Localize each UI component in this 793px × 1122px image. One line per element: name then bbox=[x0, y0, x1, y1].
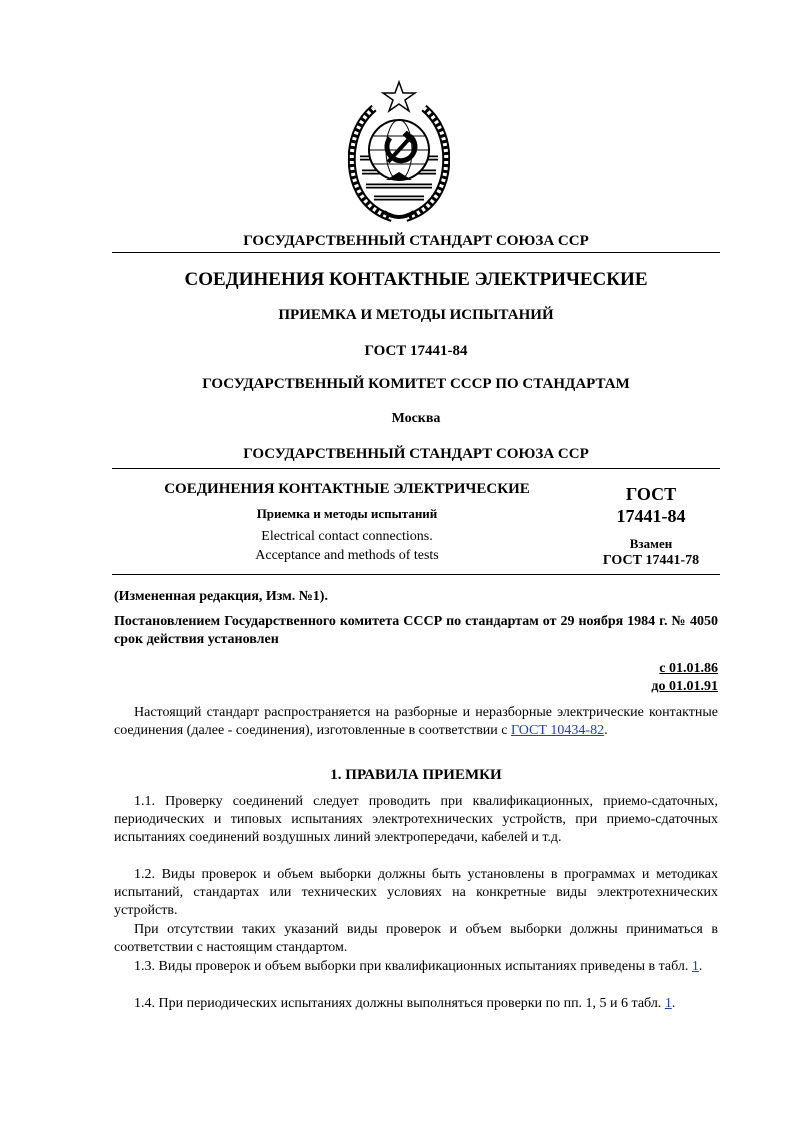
table-1-link[interactable]: 1 bbox=[691, 959, 699, 974]
ussr-state-emblem bbox=[348, 80, 450, 223]
p1-3-end: . bbox=[698, 959, 703, 974]
p1-3-text: 1.3. Виды проверок и объем выборки при квалификационных испытаниях приведены в табл. bbox=[134, 959, 692, 974]
intro-paragraph bbox=[114, 704, 718, 740]
cover-city: Москва bbox=[391, 411, 441, 426]
paragraph-1-4 bbox=[114, 995, 718, 1013]
validity-from-value: с 01.01.86 bbox=[659, 661, 718, 676]
validity-from bbox=[114, 660, 718, 678]
header-bottom-rule bbox=[112, 574, 720, 575]
section-1-heading: 1. ПРАВИЛА ПРИЕМКИ bbox=[330, 767, 502, 783]
paragraph-1-2b: При отсутствии таких указаний виды проверок и объем выборки должны приниматься в соответствии с настоящим стандартом. bbox=[114, 922, 718, 955]
title-block-right bbox=[582, 480, 720, 570]
title-block-left bbox=[112, 480, 582, 565]
cover-gost-number: ГОСТ 17441-84 bbox=[364, 343, 468, 359]
paragraph-1-3 bbox=[114, 958, 718, 976]
table-1-link-2[interactable]: 1 bbox=[664, 996, 672, 1011]
intro-text: Настоящий стандарт распространяется на разборные и неразборные электрические контактные соединения (далее - соединения), изготовленные в соответствии с bbox=[114, 705, 718, 738]
intro-end: . bbox=[604, 723, 608, 738]
decree-text: Постановлением Государственного комитета СССР по стандартам от 29 ноября 1984 г. № 4050 срок действия установлен bbox=[114, 614, 718, 647]
title-ru: СОЕДИНЕНИЯ КОНТАКТНЫЕ ЭЛЕКТРИЧЕСКИЕ bbox=[164, 481, 530, 497]
replaces-value: ГОСТ 17441-78 bbox=[602, 553, 700, 568]
title-block bbox=[112, 480, 720, 572]
gost-10434-link[interactable]: ГОСТ 10434-82 bbox=[511, 723, 605, 738]
p1-4-text: 1.4. При периодических испытаниях должны выполняться проверки по пп. 1, 5 и 6 табл. bbox=[134, 996, 665, 1011]
title-en-line-1: Electrical contact connections. bbox=[261, 529, 433, 544]
replaces-label: Взамен bbox=[629, 536, 673, 551]
cover-title: СОЕДИНЕНИЯ КОНТАКТНЫЕ ЭЛЕКТРИЧЕСКИЕ bbox=[184, 269, 648, 290]
gost-label: ГОСТ bbox=[625, 484, 677, 504]
cover-committee: ГОСУДАРСТВЕННЫЙ КОМИТЕТ СССР ПО СТАНДАРТАМ bbox=[202, 376, 630, 392]
cover-rule bbox=[112, 252, 720, 253]
cover-subtitle: ПРИЕМКА И МЕТОДЫ ИСПЫТАНИЙ bbox=[278, 307, 554, 323]
paragraph-1-1: 1.1. Проверку соединений следует проводить при квалификационных, приемо-сдаточных, периодических и типовых испытаниях электротехнических устройств, при приемо-сдаточных испытаниях соединений воздушных линий электропередачи, кабелей и т.д. bbox=[114, 794, 718, 845]
paragraph-1-2: 1.2. Виды проверок и объем выборки должны быть установлены в программах и методиках испытаний, стандартах или технических условиях на конкретные виды электротехнических устройств. bbox=[114, 867, 718, 918]
p1-4-end: . bbox=[671, 996, 676, 1011]
header-top-rule bbox=[112, 468, 720, 469]
validity-to bbox=[114, 678, 718, 696]
title-en-line-2: Acceptance and methods of tests bbox=[255, 548, 439, 563]
subtitle-ru: Приемка и методы испытаний bbox=[256, 506, 438, 521]
gost-number: 17441-84 bbox=[616, 506, 686, 526]
cover-standard-line: ГОСУДАРСТВЕННЫЙ СТАНДАРТ СОЮЗА ССР bbox=[243, 233, 589, 249]
edition-note: (Измененная редакция, Изм. №1). bbox=[114, 589, 328, 604]
validity-to-value: до 01.01.91 bbox=[651, 679, 718, 694]
header-standard-line: ГОСУДАРСТВЕННЫЙ СТАНДАРТ СОЮЗА ССР bbox=[243, 446, 589, 462]
